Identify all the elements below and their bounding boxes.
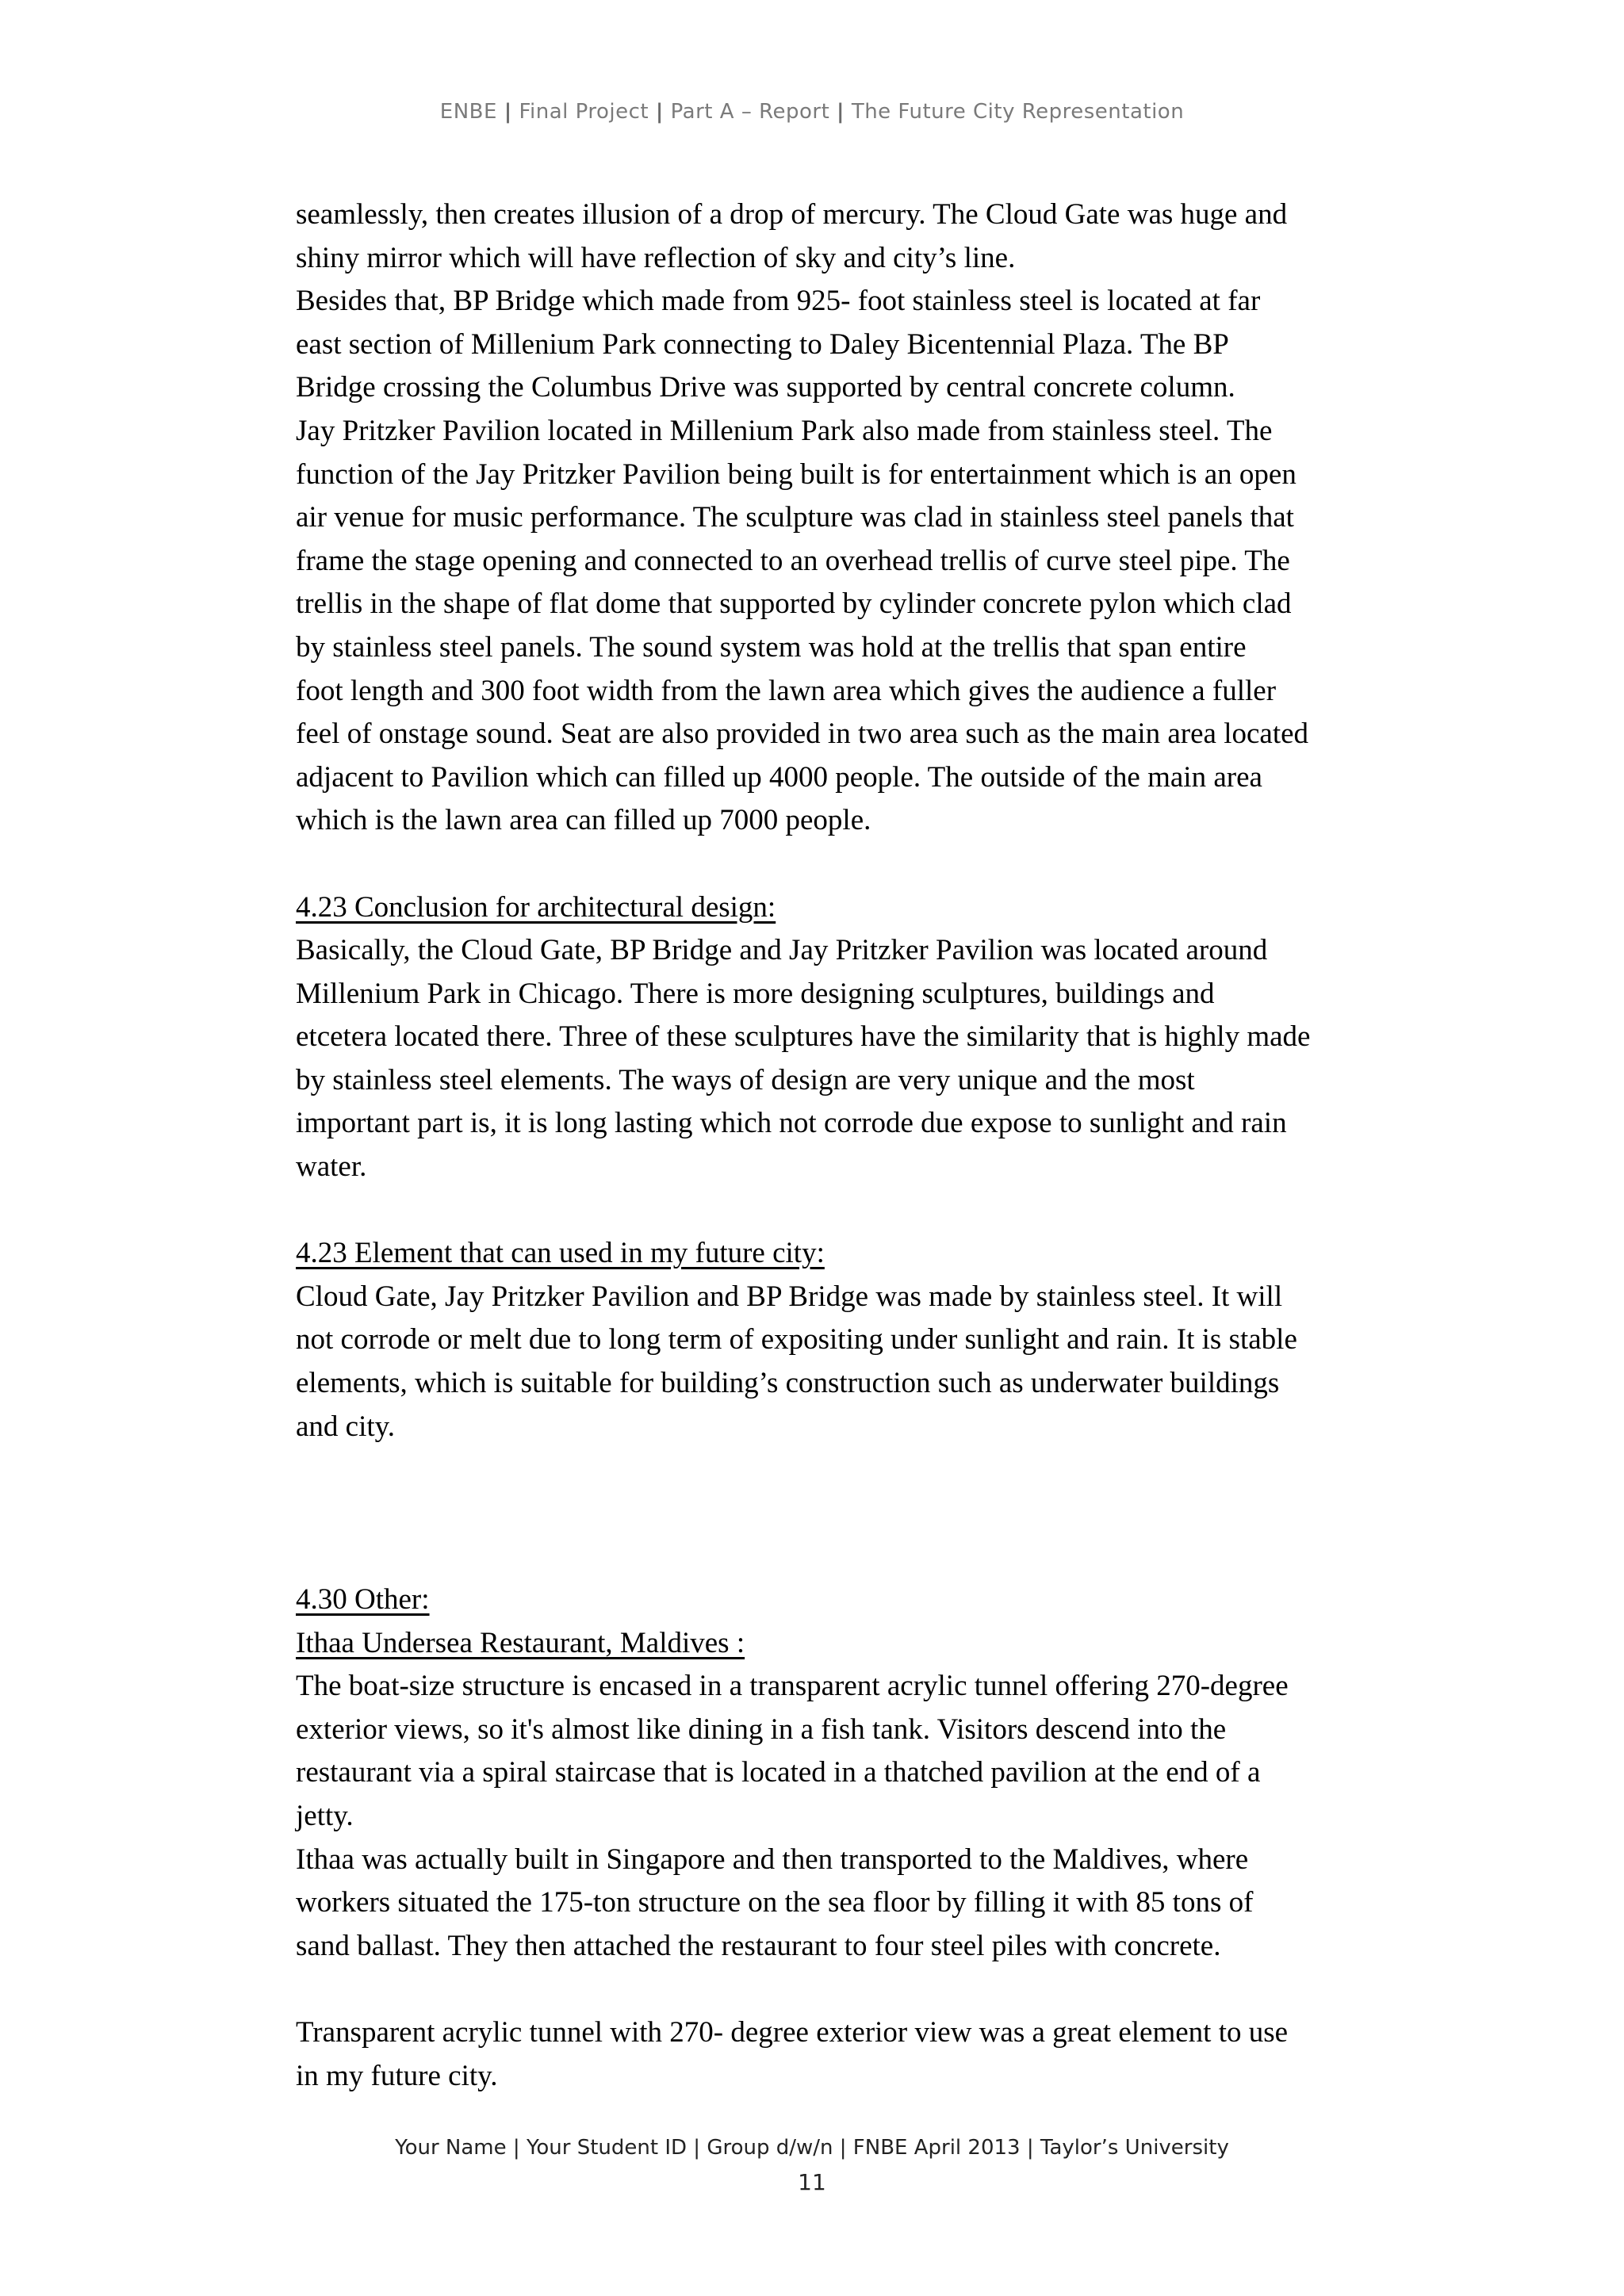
spacer	[296, 843, 1446, 886]
header-project: ENBE	[439, 100, 497, 124]
text-line: The boat-size structure is encased in a transparent acrylic tunnel offering 270-degree	[296, 1670, 1289, 1703]
header-final-project: Final Project	[519, 100, 649, 124]
page-header	[0, 100, 1624, 124]
spacer	[296, 1535, 1446, 1578]
spacer	[296, 1189, 1446, 1233]
text-line: which is the lawn area can filled up 7000 people.	[296, 804, 871, 837]
text-line: important part is, it is long lasting which not corrode due expose to sunlight and rain	[296, 1107, 1287, 1140]
footer-name: Your Name	[395, 2136, 507, 2160]
text-line: by stainless steel panels. The sound system was hold at the trellis that span entire	[296, 630, 1247, 664]
text-line: Bridge crossing the Columbus Drive was supported by central concrete column.	[296, 371, 1235, 404]
text-line: restaurant via a spiral staircase that is located in a thatched pavilion at the end of a	[296, 1756, 1261, 1789]
text-line: air venue for music performance. The sculpture was clad in stainless steel panels that	[296, 501, 1294, 534]
spacer	[296, 1968, 1446, 2011]
footer-separator: |	[512, 2136, 520, 2160]
text-line: seamlessly, then creates illusion of a drop of mercury. The Cloud Gate was huge and	[296, 198, 1288, 231]
text-line: adjacent to Pavilion which can filled up 4000 people. The outside of the main area	[296, 760, 1262, 794]
section-heading-element: 4.23 Element that can used in my future city:	[296, 1237, 825, 1270]
header-part: Part A – Report	[670, 100, 830, 124]
footer-student-id: Your Student ID	[526, 2136, 688, 2160]
text-line: function of the Jay Pritzker Pavilion being built is for entertainment which is an open	[296, 457, 1297, 491]
header-separator: |	[655, 100, 664, 124]
spacer	[296, 1448, 1446, 1492]
footer-group: Group d/w/n	[707, 2136, 833, 2160]
text-line: etcetera located there. Three of these sculptures have the similarity that is highly made	[296, 1020, 1311, 1054]
text-line: foot length and 300 foot width from the lawn area which gives the audience a fuller	[296, 674, 1277, 707]
section-heading-conclusion: 4.23 Conclusion for architectural design:	[296, 890, 776, 924]
paragraph-pavilion	[296, 410, 1446, 843]
text-line: Besides that, BP Bridge which made from 925- foot stainless steel is located at far	[296, 285, 1261, 318]
spacer	[296, 1492, 1446, 1536]
text-line: shiny mirror which will have reflection of sky and city’s line.	[296, 241, 1016, 274]
text-line: feel of onstage sound. Seat are also provided in two area such as the main area located	[296, 718, 1309, 751]
paragraph-ithaa-structure	[296, 1665, 1446, 1838]
header-topic: The Future City Representation	[851, 100, 1185, 124]
text-line: frame the stage opening and connected to an overhead trellis of curve steel pipe. The	[296, 544, 1290, 577]
text-line: workers situated the 175-ton structure on the sea floor by filling it with 85 tons of	[296, 1886, 1254, 1919]
text-line: east section of Millenium Park connecting to Daley Bicentennial Plaza. The BP	[296, 327, 1229, 361]
text-line: Millenium Park in Chicago. There is more designing sculptures, buildings and	[296, 977, 1215, 1010]
document-body	[296, 193, 1446, 2098]
text-line: jetty.	[296, 1799, 354, 1832]
paragraph-conclusion	[296, 929, 1446, 1189]
subsection-heading-ithaa: Ithaa Undersea Restaurant, Maldives :	[296, 1626, 745, 1659]
paragraph-cloud-gate	[296, 193, 1446, 280]
text-line: exterior views, so it's almost like dining in a fish tank. Visitors descend into the	[296, 1712, 1227, 1746]
text-line: and city.	[296, 1410, 396, 1443]
text-line: Basically, the Cloud Gate, BP Bridge and Jay Pritzker Pavilion was located around	[296, 934, 1268, 967]
footer-separator: |	[839, 2136, 847, 2160]
text-line: by stainless steel elements. The ways of design are very unique and the most	[296, 1063, 1195, 1096]
footer-separator: |	[693, 2136, 701, 2160]
paragraph-ithaa-construction	[296, 1839, 1446, 1969]
text-line: sand ballast. They then attached the restaurant to four steel piles with concrete.	[296, 1929, 1221, 1962]
footer-university: Taylor’s University	[1040, 2136, 1229, 2160]
text-line: Jay Pritzker Pavilion located in Millenium Park also made from stainless steel. The	[296, 414, 1273, 447]
text-line: in my future city.	[296, 2059, 498, 2092]
paragraph-element	[296, 1276, 1446, 1448]
page-footer	[0, 2136, 1624, 2160]
header-separator: |	[504, 100, 512, 124]
page-number: 11	[798, 2169, 826, 2195]
text-line: water.	[296, 1150, 367, 1184]
paragraph-tunnel	[296, 2011, 1446, 2098]
text-line: elements, which is suitable for building’s construction such as underwater buildings	[296, 1367, 1280, 1400]
text-line: Transparent acrylic tunnel with 270- degree exterior view was a great element to use	[296, 2015, 1289, 2049]
header-separator: |	[837, 100, 845, 124]
text-line: trellis in the shape of flat dome that supported by cylinder concrete pylon which clad	[296, 587, 1292, 621]
text-line: Cloud Gate, Jay Pritzker Pavilion and BP Bridge was made by stainless steel. It will	[296, 1280, 1283, 1313]
text-line: not corrode or melt due to long term of expositing under sunlight and rain. It is stable	[296, 1323, 1297, 1357]
footer-separator: |	[1026, 2136, 1034, 2160]
section-heading-other: 4.30 Other:	[296, 1583, 430, 1616]
paragraph-bp-bridge	[296, 280, 1446, 410]
text-line: Ithaa was actually built in Singapore and then transported to the Maldives, where	[296, 1843, 1249, 1876]
footer-course: FNBE April 2013	[852, 2136, 1021, 2160]
